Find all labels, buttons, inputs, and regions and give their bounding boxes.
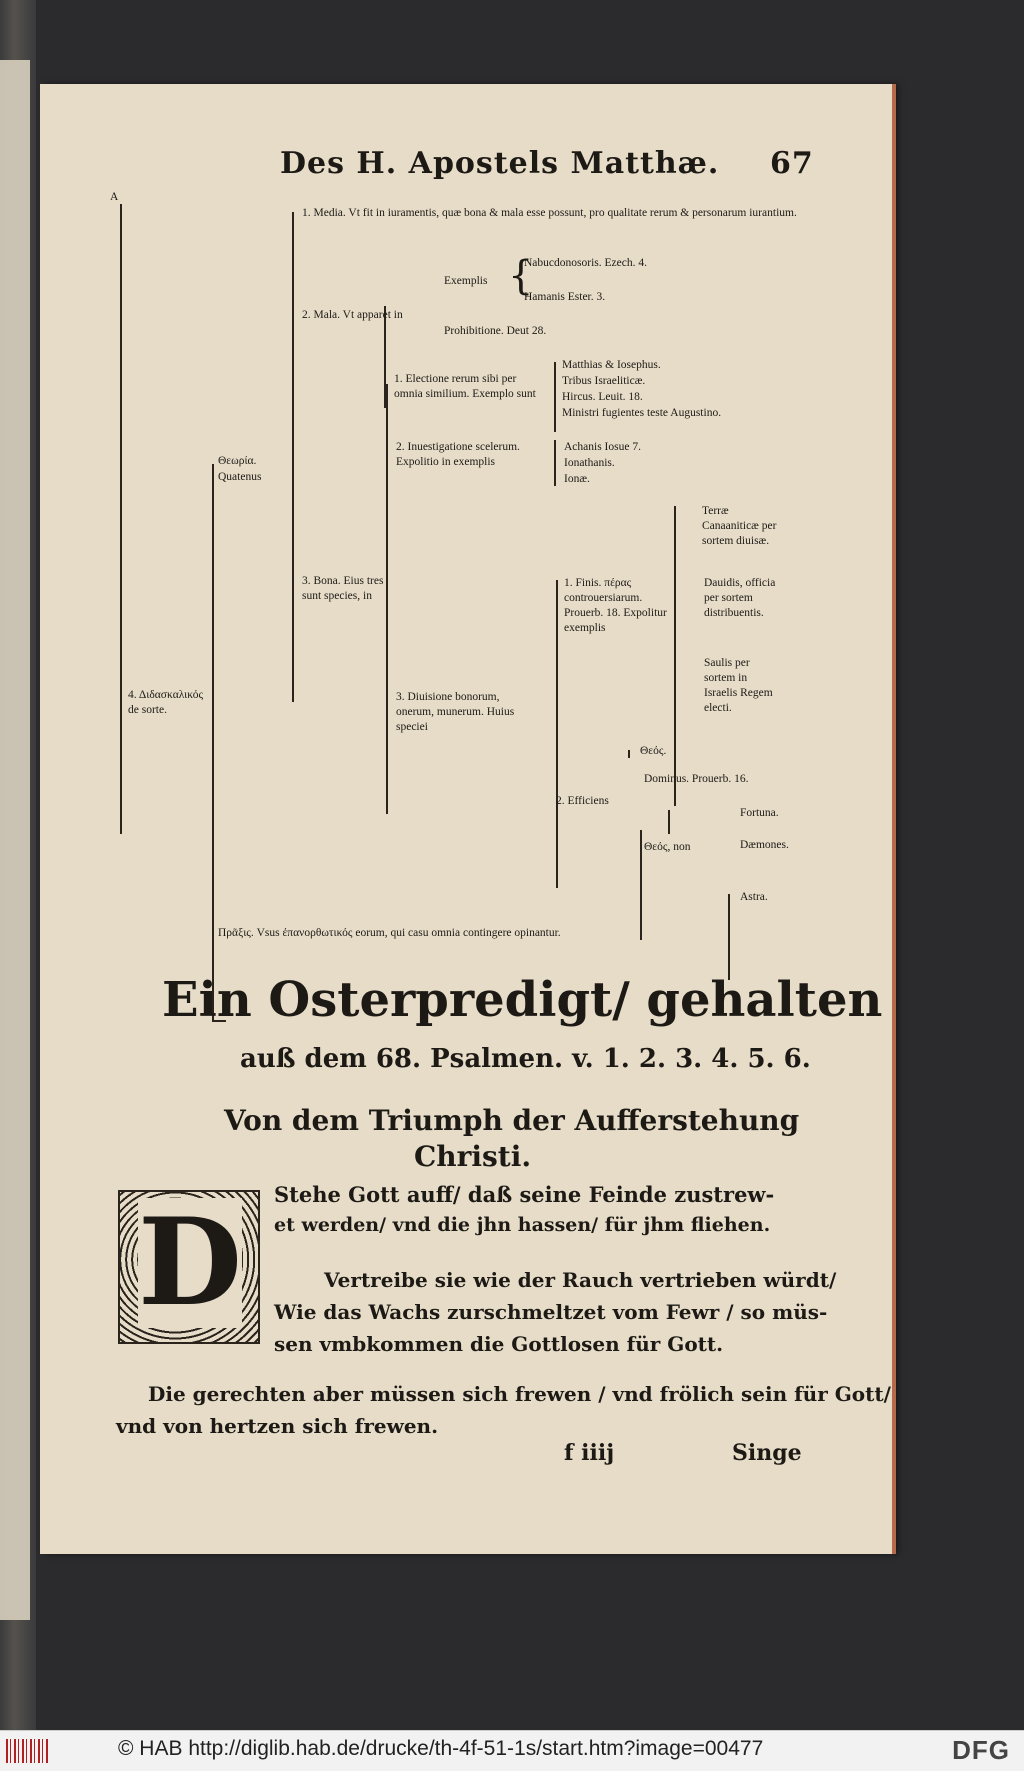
dfg-logo: DFG [952, 1735, 1010, 1765]
tree-label: Θεός. [640, 745, 667, 757]
verse-line: Die gerechten aber müssen sich frewen / vnd frölich sein für Gott/ [148, 1382, 891, 1406]
sermon-heading: Von dem Triumph der Aufferstehung [224, 1104, 800, 1137]
verse-line: Vertreibe sie wie der Rauch vertrieben würdt/ [324, 1268, 837, 1292]
tree-line [292, 212, 294, 702]
hab-logo-icon [6, 1739, 48, 1763]
sermon-heading: Christi. [414, 1140, 532, 1173]
copyright-link[interactable]: © HAB http://diglib.hab.de/drucke/th-4f-51-1s/start.htm?image=00477 [118, 1737, 764, 1760]
tree-label: 3. Bona. Eius tres sunt species, in [302, 575, 384, 602]
tree-line [120, 204, 122, 834]
signature-mark: f iiij [564, 1440, 615, 1466]
footer-bar [0, 1730, 1024, 1771]
sermon-subtitle: auß dem 68. Psalmen. v. 1. 2. 3. 4. 5. 6. [240, 1044, 811, 1074]
page-number: 67 [770, 146, 814, 181]
tree-label: Hamanis Ester. 3. [524, 291, 606, 303]
tree-label: 1. Electione rerum sibi per omnia similium. Exemplo sunt [394, 373, 536, 400]
tree-line [668, 810, 670, 834]
tree-label: Achanis Iosue 7. [564, 441, 641, 453]
tree-label: Saulis per sortem in Israelis Regem electi. [704, 657, 773, 714]
tree-line [556, 580, 558, 888]
tree-line [386, 384, 388, 814]
catchword: Singe [732, 1440, 802, 1466]
section-marker: A [110, 191, 119, 203]
verse-line: et werden/ vnd die jhn hassen/ für jhm fliehen. [274, 1214, 771, 1236]
tree-label: Πρᾶξις. Vsus ἐπανορθωτικός eorum, qui casu omnia contingere opinantur. [218, 927, 561, 939]
tree-label: 2. Mala. Vt apparet in [302, 309, 403, 321]
tree-label: Dominus. Prouerb. 16. [644, 773, 749, 785]
tree-label: Ionathanis. [564, 457, 615, 469]
tree-label: Exemplis [444, 275, 488, 287]
tree-line [554, 440, 556, 486]
verse-line: vnd von hertzen sich frewen. [116, 1414, 439, 1438]
tree-label: 1. Finis. πέρας controuersiarum. Prouerb. 18. Expolitur exemplis [564, 577, 667, 634]
tree-label: Dauidis, officia per sortem distribuentis. [704, 577, 776, 619]
tree-label: Θεωρία. [218, 455, 257, 467]
tree-line [674, 506, 676, 806]
verse-line: Wie das Wachs zurschmeltzet vom Fewr / so müs- [274, 1300, 828, 1324]
decorated-initial: D [118, 1190, 260, 1344]
book-page [40, 84, 892, 1554]
brace-glyph: { [508, 253, 534, 299]
tree-line [554, 362, 556, 432]
verse-line: Stehe Gott auff/ daß seine Feinde zustrew- [274, 1182, 775, 1207]
tree-label: Terræ Canaaniticæ per sortem diuisæ. [702, 505, 777, 547]
tree-line [640, 830, 642, 940]
tree-label: Astra. [740, 891, 768, 903]
tree-label: Dæmones. [740, 839, 789, 851]
tree-label: Prohibitione. Deut 28. [444, 325, 547, 337]
tree-line [628, 750, 630, 758]
tree-label: 3. Diuisione bonorum, onerum, munerum. Huius speciei [396, 691, 515, 733]
tree-label: Nabucdonosoris. Ezech. 4. [524, 257, 647, 269]
tree-label: Quatenus [218, 471, 262, 483]
previous-page-edge [0, 60, 30, 1620]
running-head: Des H. Apostels Matthæ. [280, 146, 720, 181]
tree-label: Θεός, non [644, 841, 691, 853]
sermon-title: Ein Osterpredigt/ gehalten [162, 972, 883, 1028]
tree-label: Fortuna. [740, 807, 779, 819]
tree-label: Tribus Israeliticæ. [562, 375, 646, 387]
tree-label: Matthias & Iosephus. [562, 359, 661, 371]
verse-line: sen vmbkommen die Gottlosen für Gott. [274, 1332, 724, 1356]
tree-label: Ionæ. [564, 473, 590, 485]
tree-line [212, 464, 214, 1020]
tree-label: 2. Efficiens [556, 795, 609, 807]
tree-label: Ministri fugientes teste Augustino. [562, 407, 722, 419]
tree-label: Hircus. Leuit. 18. [562, 391, 643, 403]
tree-label: 2. Inuestigatione scelerum. Expolitio in exemplis [396, 441, 520, 468]
tree-label: 1. Media. Vt fit in iuramentis, quæ bona & mala esse possunt, pro qualitate rerum & personarum iurantium. [302, 207, 797, 219]
tree-label: 4. Διδασκαλικός de sorte. [128, 689, 204, 716]
